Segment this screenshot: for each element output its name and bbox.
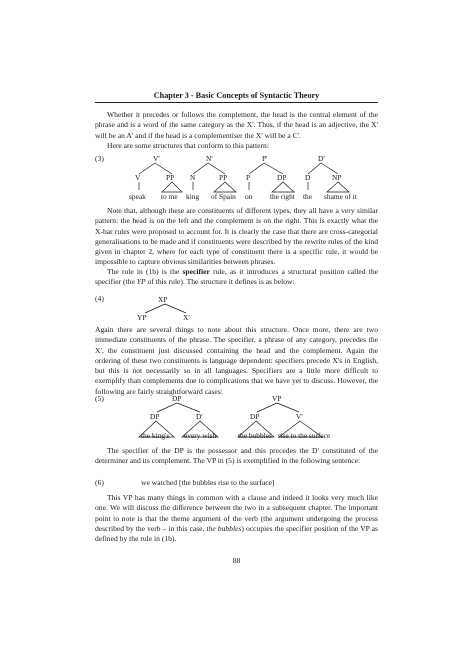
example-6-number: (6)	[95, 478, 104, 487]
node-label: VP	[272, 394, 282, 403]
word-label: speak	[129, 192, 146, 201]
paragraph-2: Here are some structures that conform to this pattern:	[107, 141, 269, 150]
node-label: D'	[318, 154, 325, 163]
node-label: PP	[166, 173, 175, 182]
example-6-sentence: we watched [the bubbles rise to the surface]	[141, 478, 275, 487]
word-label: shame of it	[324, 192, 357, 201]
word-label: the bubbles	[238, 431, 272, 440]
word-label: of Spain	[211, 192, 236, 201]
node-label: V'	[153, 154, 160, 163]
example-4-number: (4)	[95, 294, 104, 303]
node-label: P	[246, 173, 251, 182]
example-3-number: (3)	[95, 154, 104, 163]
word-label: to me	[161, 192, 178, 201]
node-label: DP	[250, 412, 260, 421]
word-label: the king's	[141, 431, 170, 440]
node-label: D	[305, 173, 311, 182]
example-5-number: (5)	[95, 394, 104, 403]
node-label: DP	[277, 173, 287, 182]
node-label: V'	[296, 412, 303, 421]
node-label: XP	[158, 295, 168, 304]
chapter-header: Chapter 3 - Basic Concepts of Syntactic Theory	[153, 91, 320, 100]
word-label: rise to the surface	[278, 431, 331, 440]
node-label: DP	[172, 394, 182, 403]
node-label: D'	[196, 412, 203, 421]
word-label: the right	[270, 192, 295, 201]
word-label: on	[245, 192, 253, 201]
node-label: N'	[206, 154, 213, 163]
node-label: N	[190, 173, 196, 182]
paragraph-3: Note that, although these are constituents of different types, they all have a very similar pattern: the head is on the left and the complement is on the right. This is exactly what the X-bar rules were proposed to account for. It is clearly the case that there are cross-categorial generalisations to be made and if constituents were described by the rewrite rules of the kind given in chapter 2, where for each type of constituent there is a specific rule, it would be impossible to capture obvious similarities between phrases.	[95, 206, 378, 267]
node-label: YP	[137, 313, 147, 322]
paragraph-6: The specifier of the DP is the possessor and this precedes the D' constituted of the determiner and its complement. The VP in (5) is exemplified in the following sentence:	[95, 446, 378, 466]
node-label: NP	[332, 173, 342, 182]
paragraph-4: The rule in (1b) is the specifier rule, as it introduces a structural position called the specifier (the YP of this rule). The structure it defines is as below:	[95, 267, 378, 287]
node-label: V	[135, 173, 141, 182]
paragraph-7: This VP has many things in common with a clause and indeed it looks very much like one. We will discuss the difference between the two in a subsequent chapter. The important point to note is that the theme argument of the verb (the argument undergoing the process described by the verb – in this case, the bubbles) occupies the specifier position of the VP as defined by the rule in (1b).	[95, 493, 378, 544]
paragraph-5: Again there are several things to note about this structure. Once more, there are two immediate constituents of the phrase. The specifier, a phrase of any category, precedes the X', the constituent just discussed containing the head and the complement. Again the ordering of these two constituents is language dependent: specifiers precede X's in English, but this is not necessarily so in all languages. Specifiers are a little more difficult to exemplify than complements due to complications that we have yet to discuss. However, the following are fairly straightforward cases:	[95, 325, 378, 396]
word-label: every wish	[184, 431, 217, 440]
node-label: DP	[150, 412, 160, 421]
word-label: the	[303, 192, 313, 201]
node-label: P'	[262, 154, 268, 163]
node-label: X'	[183, 313, 190, 322]
paragraph-1: Whether it precedes or follows the complement, the head is the central element of the phrase and is a word of the same category as the X'. Thus, if the head is an adjective, the X' will be an A' and if the head is a complementiser the X' will be a C'.	[95, 110, 378, 140]
word-label: king	[186, 192, 200, 201]
node-label: PP	[219, 173, 228, 182]
page-number: 88	[232, 556, 241, 565]
